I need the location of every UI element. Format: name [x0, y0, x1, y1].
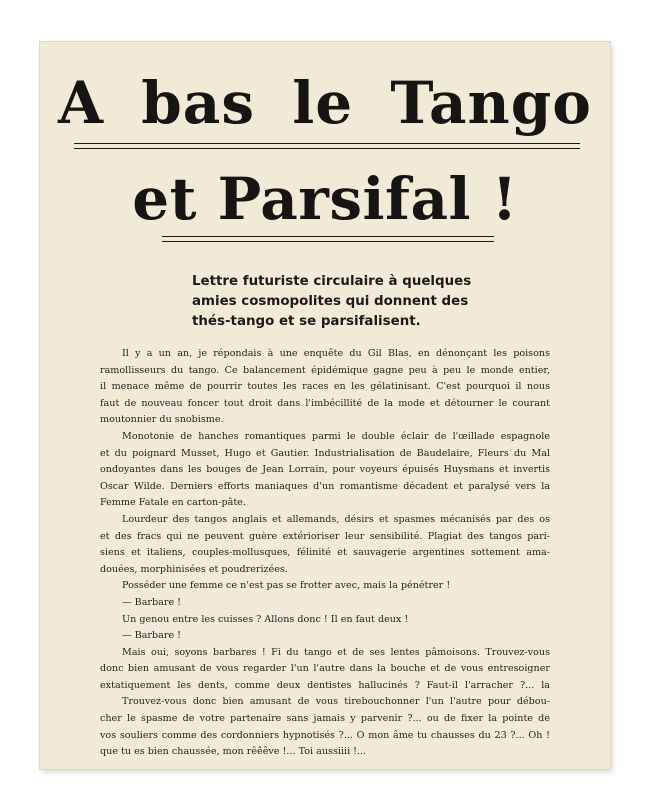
body-line: Posséder une femme ce n'est pas se frotter avec, mais la pénétrer !: [122, 580, 451, 592]
title-line-1: A bas le Tango: [58, 69, 592, 137]
body-line: douées, morphinisées et poudrerizées.: [100, 563, 288, 575]
body-line: Lourdeur des tangos anglais et allemands, désirs et spasmes mécanisés par des os: [122, 513, 550, 525]
body-line: Femme Fatale en carton-pâte.: [100, 497, 246, 509]
body-line: ondoyantes dans les bouges de Jean Lorrain, pour voyeurs épuisés Huysmans et invertis: [100, 464, 550, 476]
subtitle-line: thés-tango et se parsifalisent.: [192, 314, 421, 329]
body-text: [100, 346, 550, 761]
body-line: et des fracs qui ne peuvent guère extérioriser leur sensibilité. Plagiat des tangos pari-: [100, 530, 550, 542]
subtitle-line: Lettre futuriste circulaire à quelques: [192, 274, 472, 289]
body-line: donc bien amusant de vous regarder l'un l'autre dans la bouche et de vous entresoigner: [100, 663, 550, 675]
body-line: Trouvez-vous donc bien amusant de vous tirebouchonner l'un l'autre pour débou-: [122, 696, 550, 708]
body-line: cher le spasme de votre partenaire sans jamais y parvenir ?... ou de fixer la pointe de: [100, 713, 550, 725]
subtitle: [192, 272, 512, 332]
body-line: — Barbare !: [122, 630, 182, 642]
body-line: Un genou entre les cuisses ? Allons donc ! Il en faut deux !: [122, 613, 409, 625]
body-line: Oscar Wilde. Derniers efforts maniaques d'un romantisme décadent et paralysé vers la: [100, 480, 550, 492]
body-line: siens et italiens, couples-mollusques, félinité et sauvagerie argentines sottement ama-: [100, 547, 550, 559]
body-line: Il y a un an, je répondais à une enquête du Gil Blas, en dénonçant les poisons: [122, 348, 550, 359]
body-line: que tu es bien chaussée, mon rêêêve !... Toi aussiiii !...: [100, 746, 367, 758]
body-line: moutonnier du snobisme.: [100, 414, 224, 426]
body-line: — Barbare !: [122, 596, 182, 608]
title-divider-bottom: [162, 236, 494, 242]
manifesto-page: [40, 42, 610, 769]
body-line: faut de nouveau foncer tout droit dans l'imbécillité de la mode et détourner le courant: [100, 397, 550, 409]
body-line: vos souliers comme des cordonniers hypnotisés ?... O mon âme tu chausses du 23 ?... Oh !: [100, 729, 550, 741]
subtitle-line: amies cosmopolites qui donnent des: [192, 294, 469, 309]
title-divider-top: [74, 143, 580, 149]
body-line: et du poignard Musset, Hugo et Gautier. Industrialisation de Baudelaire, Fleurs du Mal: [100, 447, 550, 459]
body-line: ramollisseurs du tango. Ce balancement épidémique gagne peu à peu le monde entier,: [100, 364, 550, 376]
title-line-2: et Parsifal !: [132, 165, 518, 233]
body-line: Monotonie de hanches romantiques parmi le double éclair de l'œillade espagnole: [122, 430, 550, 442]
body-line: extatiquement les dents, comme deux dentistes hallucinés ? Faut-il l'arracher ?... la: [100, 679, 550, 691]
body-line: il menace même de pourrir toutes les races en les gélatinisant. C'est pourquoi il nous: [100, 381, 550, 393]
body-line: Mais oui, soyons barbares ! Fi du tango et de ses lentes pâmoisons. Trouvez-vous: [122, 646, 550, 658]
